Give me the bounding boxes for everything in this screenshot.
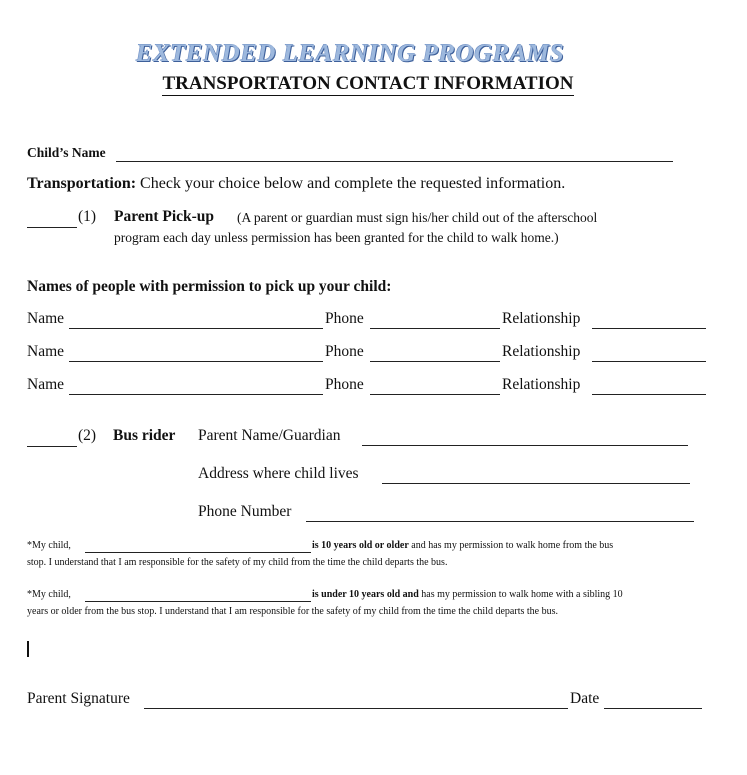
option1-number: (1)	[78, 208, 97, 225]
option2-checkbox-line[interactable]	[27, 446, 77, 447]
child-name-label: Child’s Name	[27, 145, 106, 160]
form-title	[0, 73, 736, 95]
older-bold: is 10 years old or older	[312, 540, 409, 551]
parent-signature-label: Parent Signature	[27, 690, 130, 707]
contact-name-label: Name	[27, 376, 65, 393]
text-cursor	[27, 641, 29, 657]
younger-bold: is under 10 years old and	[312, 589, 419, 600]
parent-signature-field[interactable]	[144, 708, 568, 709]
program-title: EXTENDED LEARNING PROGRAMS	[135, 40, 565, 67]
contact-name-label: Name	[27, 343, 65, 360]
older-prefix: *My child,	[27, 540, 71, 551]
option1-desc-line2: program each day unless permission has been granted for the child to walk home.)	[114, 230, 559, 245]
contact-phone-label: Phone	[325, 310, 364, 327]
younger-prefix: *My child,	[27, 589, 71, 600]
contact-phone-label: Phone	[325, 376, 364, 393]
older-rest: and has my permission to walk home from the bus	[411, 540, 614, 551]
guardian-label: Parent Name/Guardian	[198, 427, 341, 444]
older-statement	[312, 540, 613, 551]
contact-name-field[interactable]	[69, 394, 323, 395]
date-label: Date	[570, 690, 600, 707]
address-label: Address where child lives	[198, 465, 359, 482]
form-title-text: TRANSPORTATON CONTACT INFORMATION	[162, 73, 574, 94]
date-field[interactable]	[604, 708, 702, 709]
option2-title: Bus rider	[113, 427, 176, 444]
option1-title: Parent Pick-up	[114, 208, 215, 225]
child-name-field[interactable]	[116, 161, 673, 162]
contact-phone-label: Phone	[325, 343, 364, 360]
younger-rest: has my permission to walk home with a sibling 10	[421, 589, 623, 600]
bus-phone-label: Phone Number	[198, 503, 292, 520]
contact-name-field[interactable]	[69, 328, 323, 329]
contact-phone-field[interactable]	[370, 328, 500, 329]
contact-name-label: Name	[27, 310, 65, 327]
contact-phone-field[interactable]	[370, 361, 500, 362]
option1-desc-line1: (A parent or guardian must sign his/her child out of the afterschool	[237, 210, 598, 225]
older-line2: stop. I understand that I am responsible for the safety of my child from the time the child departs the bus.	[27, 557, 448, 568]
guardian-field[interactable]	[362, 445, 688, 446]
bus-phone-field[interactable]	[306, 521, 694, 522]
contact-phone-field[interactable]	[370, 394, 500, 395]
contact-relationship-label: Relationship	[502, 343, 581, 360]
younger-line2: years or older from the bus stop. I understand that I am responsible for the safety of my child from the time the child departs the bus.	[27, 606, 558, 617]
address-field[interactable]	[382, 483, 690, 484]
younger-child-name-field[interactable]	[85, 601, 311, 602]
older-child-name-field[interactable]	[85, 552, 311, 553]
option1-checkbox-line[interactable]	[27, 227, 77, 228]
contact-relationship-field[interactable]	[592, 394, 706, 395]
permission-heading: Names of people with permission to pick up your child:	[27, 278, 392, 295]
transportation-label: Transportation:	[27, 175, 137, 192]
contact-name-field[interactable]	[69, 361, 323, 362]
contact-relationship-field[interactable]	[592, 328, 706, 329]
contact-relationship-label: Relationship	[502, 376, 581, 393]
transportation-line	[27, 175, 565, 193]
contact-relationship-field[interactable]	[592, 361, 706, 362]
option2-number: (2)	[78, 427, 97, 444]
younger-statement	[312, 589, 623, 600]
transportation-instruction: Check your choice below and complete the requested information.	[140, 175, 566, 192]
contact-relationship-label: Relationship	[502, 310, 581, 327]
